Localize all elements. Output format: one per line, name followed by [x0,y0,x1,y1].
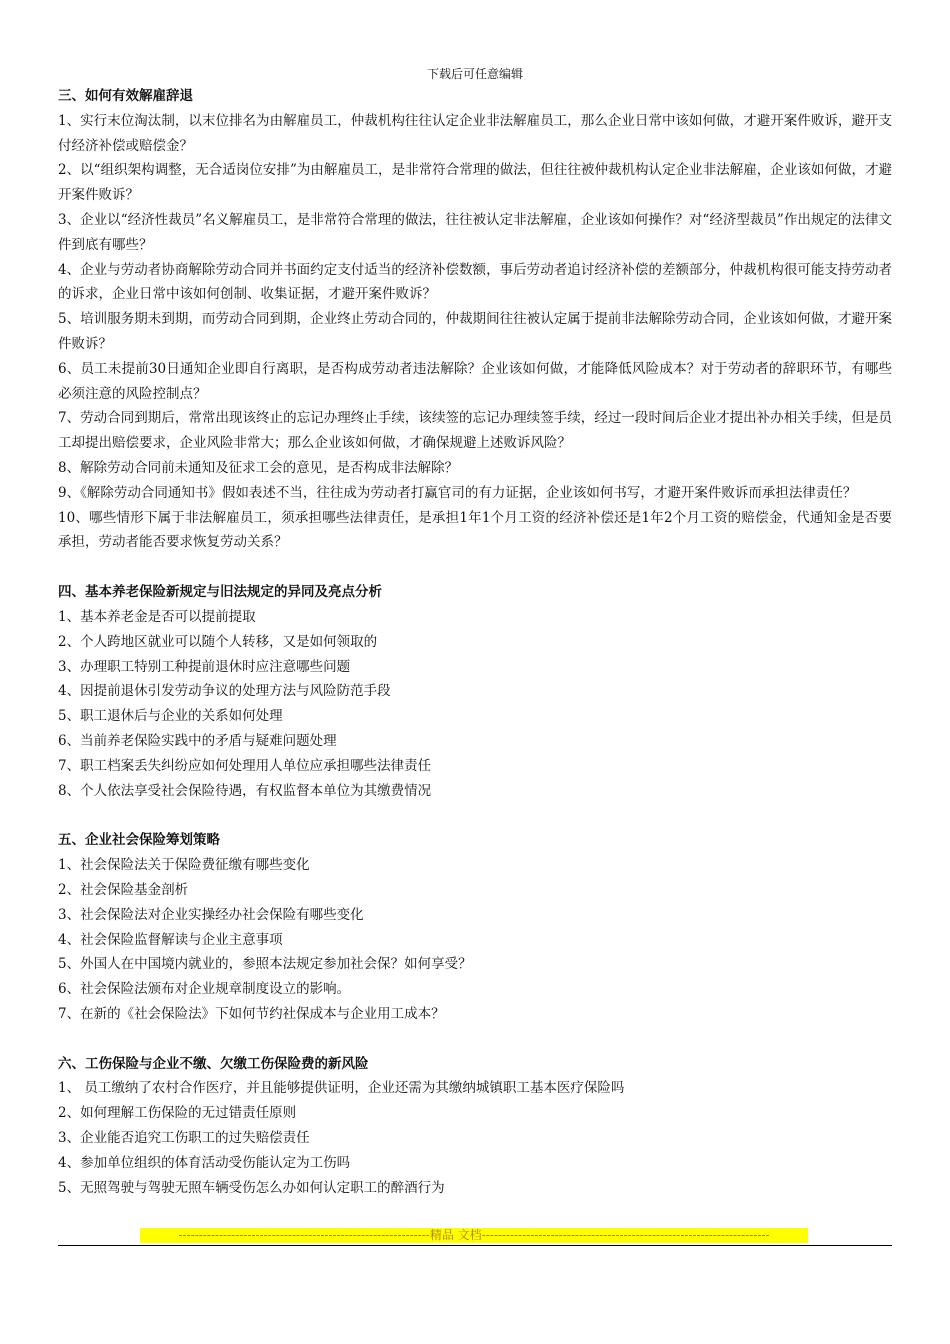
list-item: 8、个人依法享受社会保险待遇，有权监督本单位为其缴费情况 [58,782,432,799]
list-item: 2、以“组织架构调整，无合适岗位安排”为由解雇员工，是非常符合常理的做法，但往往被仲裁机构认定企业非法解雇，企业该如何做，才避开案件败诉？ [58,162,892,204]
footer-divider [58,1245,892,1246]
list-item: 7、劳动合同到期后，常常出现该终止的忘记办理终止手续，该续签的忘记办理续签手续，经过一段时间后企业才提出补办相关手续，但是员工却提出赔偿要求，企业风险非常大；那么企业该如何做，才确保规避上述败诉风险？ [58,410,892,452]
list-item: 3、社会保险法对企业实操经办社会保险有哪些变化 [58,906,364,923]
section-title: 三、如何有效解雇辞退 [58,88,193,104]
list-item: 1、社会保险法关于保险费征缴有哪些变化 [58,857,310,874]
list-item: 1、实行末位淘汰制，以末位排名为由解雇员工，仲裁机构往往认定企业非法解雇员工，那么企业日常中该如何做，才避开案件败诉，避开支付经济补偿或赔偿金？ [58,112,892,154]
list-item: 4、因提前退休引发劳动争议的处理方法与风险防范手段 [58,683,391,700]
footer-highlight-label: --------------------------------------------------------------精品 文档----------------------------------------------------------------------- [140,1228,808,1243]
list-item: 10、哪些情形下属于非法解雇员工，须承担哪些法律责任，是承担1年1个月工资的经济补偿还是1年2个月工资的赔偿金，代通知金是否要承担，劳动者能否要求恢复劳动关系？ [58,509,892,551]
section-title: 五、企业社会保险筹划策略 [58,832,220,849]
list-item: 3、企业能否追究工伤职工的过失赔偿责任 [58,1130,310,1147]
list-item: 5、无照驾驶与驾驶无照车辆受伤怎么办如何认定职工的醉酒行为 [58,1179,445,1196]
list-item: 8、解除劳动合同前未通知及征求工会的意见，是否构成非法解除？ [58,459,459,476]
header-note: 下载后可任意编辑 [426,67,523,81]
section-dismissal [58,84,892,555]
list-item: 6、当前养老保险实践中的矛盾与疑难问题处理 [58,732,337,749]
section-social-insurance-strategy [58,828,892,1026]
list-item: 3、办理职工特别工种提前退休时应注意哪些问题 [58,658,351,675]
list-item: 4、社会保险监督解读与企业主意事项 [58,931,283,948]
list-item: 6、社会保险法颁布对企业规章制度设立的影响。 [58,981,351,998]
list-item: 5、职工退休后与企业的关系如何处理 [58,708,283,725]
list-item: 4、企业与劳动者协商解除劳动合同并书面约定支付适当的经济补偿数额，事后劳动者追讨经济补偿的差额部分，仲裁机构很可能支持劳动者的诉求，企业日常中该如何创制、收集证据，才避开案件败诉？ [58,261,892,303]
list-item: 7、在新的《社会保险法》下如何节约社保成本与企业用工成本？ [58,1005,445,1022]
list-item: 5、外国人在中国境内就业的，参照本法规定参加社会保？如何享受？ [58,956,472,973]
section-title: 四、基本养老保险新规定与旧法规定的异同及亮点分析 [58,584,382,601]
list-item: 4、参加单位组织的体育活动受伤能认定为工伤吗 [58,1154,351,1171]
section-title: 六、工伤保险与企业不缴、欠缴工伤保险费的新风险 [58,1055,369,1072]
list-item: 7、职工档案丢失纠纷应如何处理用人单位应承担哪些法律责任 [58,757,432,774]
list-item: 2、社会保险基金剖析 [58,881,189,898]
list-item: 1、基本养老金是否可以提前提取 [58,608,256,625]
section-work-injury-insurance [58,1052,892,1201]
section-pension-insurance [58,580,892,803]
list-item: 9、《解除劳动合同通知书》假如表述不当，往往成为劳动者打赢官司的有力证据，企业该如何书写，才避开案件败诉而承担法律责任？ [58,484,857,501]
document-body [58,84,892,1200]
list-item: 2、个人跨地区就业可以随个人转移，又是如何领取的 [58,633,378,650]
list-item: 2、如何理解工伤保险的无过错责任原则 [58,1105,297,1122]
list-item: 6、员工未提前30日通知企业即自行离职，是否构成劳动者违法解除？企业该如何做，才能降低风险成本？对于劳动者的辞职环节，有哪些必须注意的风险控制点？ [58,360,892,402]
list-item: 1、 员工缴纳了农村合作医疗，并且能够提供证明，企业还需为其缴纳城镇职工基本医疗保险吗 [58,1080,625,1097]
list-item: 5、培训服务期未到期，而劳动合同到期，企业终止劳动合同的，仲裁期间往往被认定属于提前非法解除劳动合同，企业该如何做，才避开案件败诉？ [58,311,892,352]
list-item: 3、企业以“经济性裁员”名义解雇员工，是非常符合常理的做法，往往被认定非法解雇，企业该如何操作？对“经济型裁员”作出规定的法律文件到底有哪些？ [58,211,892,253]
